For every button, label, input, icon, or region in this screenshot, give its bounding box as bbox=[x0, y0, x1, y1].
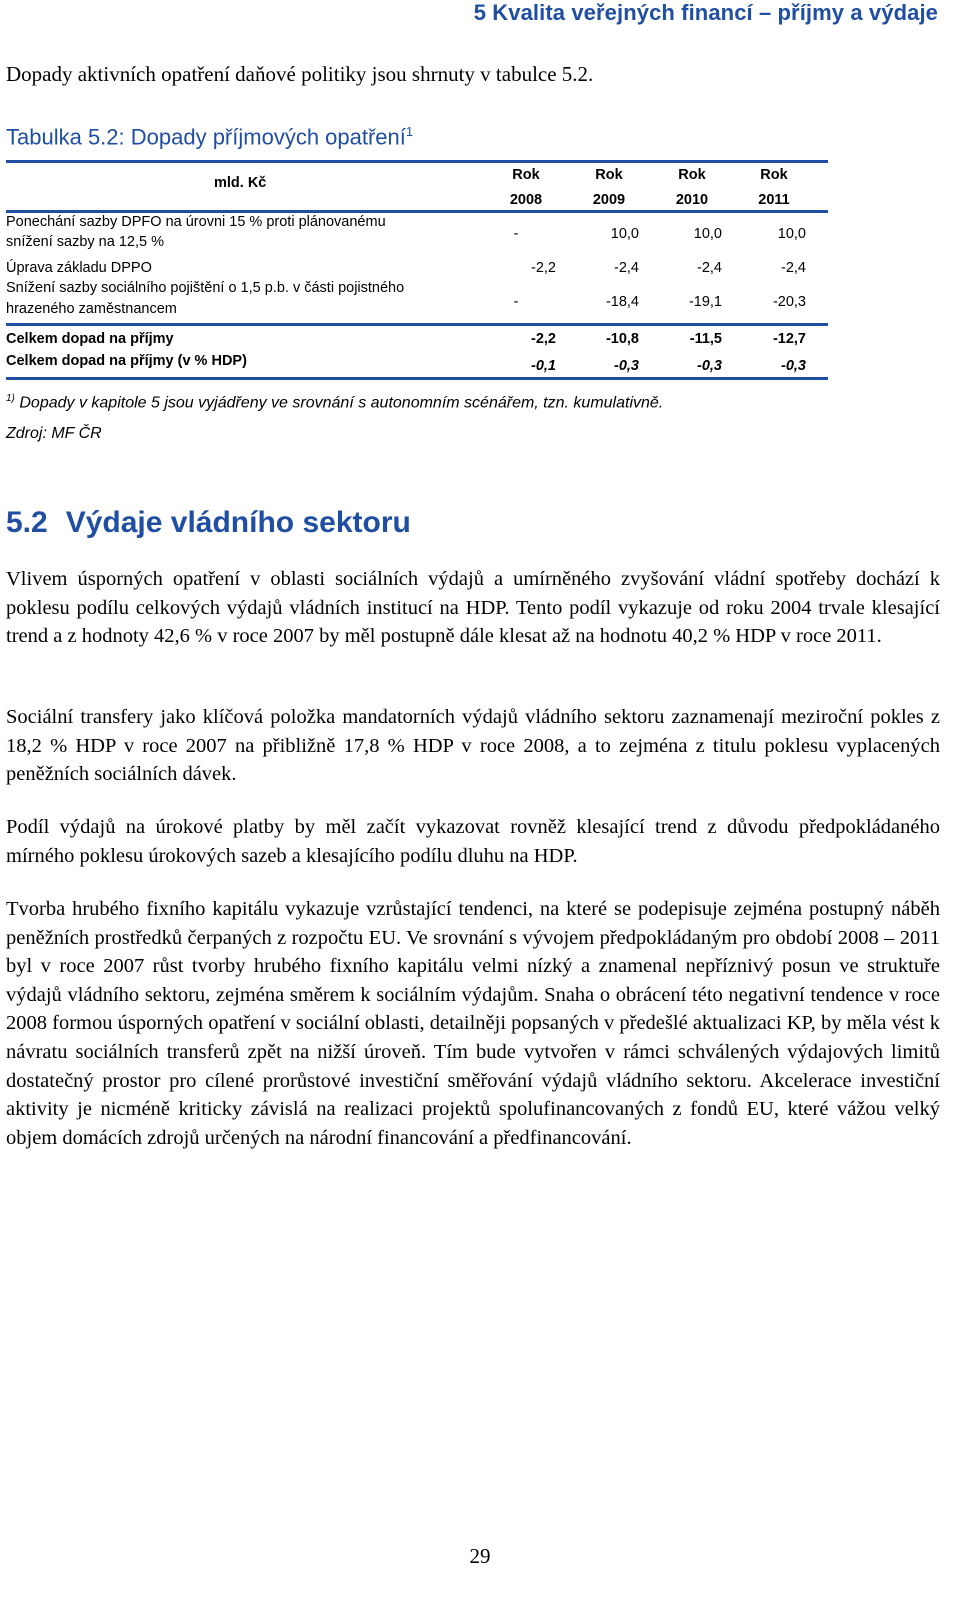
cell-2009: -0,3 bbox=[614, 358, 639, 374]
cell-2008: -2,2 bbox=[531, 260, 556, 276]
col-header-top: Rok bbox=[595, 167, 623, 183]
row-label-line1: Úprava základu DPPO bbox=[6, 260, 152, 276]
footnote-mark: 1) bbox=[6, 393, 15, 404]
cell-2010: -0,3 bbox=[697, 358, 722, 374]
row-label-line2: snížení sazby na 12,5 % bbox=[6, 234, 164, 250]
col-header-year: 2008 bbox=[509, 192, 543, 208]
col-header-2008 bbox=[486, 163, 566, 213]
running-header: 5 Kvalita veřejných financí – příjmy a výdaje bbox=[473, 0, 938, 25]
paragraph: Podíl výdajů na úrokové platby by měl začít vykazovat rovněž klesající trend z důvodu předpokládaného mírného poklesu úrokových sazeb a klesajícího podílu dluhu na HDP. bbox=[6, 816, 940, 867]
col-header-2009 bbox=[569, 163, 649, 213]
col-header-top: Rok bbox=[512, 167, 540, 183]
table-title bbox=[6, 124, 413, 150]
row-label-line1: Celkem dopad na příjmy (v % HDP) bbox=[6, 353, 247, 369]
table-source: Zdroj: MF ČR bbox=[6, 425, 102, 442]
row-label-line1: Celkem dopad na příjmy bbox=[6, 331, 174, 347]
cell-2009: -2,4 bbox=[614, 260, 639, 276]
unit-label: mld. Kč bbox=[214, 175, 267, 191]
footnote-text: Dopady v kapitole 5 jsou vyjádřeny ve srovnání s autonomním scénářem, tzn. kumulativně. bbox=[19, 394, 664, 412]
cell-2010: -2,4 bbox=[697, 260, 722, 276]
cell-2010: 10,0 bbox=[693, 226, 722, 242]
cell-2011: -20,3 bbox=[772, 294, 806, 310]
row-label-line1: Snížení sazby sociálního pojištění o 1,5 p.b. v části pojistného bbox=[6, 280, 405, 296]
col-header-year: 2009 bbox=[592, 192, 626, 208]
section-title: Výdaje vládního sektoru bbox=[65, 506, 411, 539]
cell-2010: -19,1 bbox=[688, 294, 722, 310]
table-title-text: Tabulka 5.2: Dopady příjmových opatření bbox=[6, 124, 406, 150]
section-number: 5.2 bbox=[6, 506, 48, 539]
col-header-2011 bbox=[734, 163, 814, 213]
cell-2009: -10,8 bbox=[605, 331, 639, 347]
cell-2011: -2,4 bbox=[781, 260, 806, 276]
table-totals-rule bbox=[6, 323, 828, 326]
paragraph: Vlivem úsporných opatření v oblasti sociálních výdajů a umírněného zvyšování vládní spotřeby dochází k poklesu podílu celkových výdajů vládních institucí na HDP. Tento podíl vykazuje od roku 2004 trvale klesající trend a z hodnoty 42,6 % v roce 2007 by měl postupně dále klesat až na hodnotu 40,2 % HDP v roce 2011. bbox=[6, 568, 940, 648]
paragraph: Sociální transfery jako klíčová položka mandatorních výdajů vládního sektoru zaznamenají meziroční pokles z 18,2 % HDP v roce 2007 na přibližně 17,8 % HDP v roce 2008, a to zejména z titulu poklesu vyplacených peněžních sociálních dávek. bbox=[6, 706, 940, 786]
cell-2008: - bbox=[513, 294, 519, 310]
cell-2011: -12,7 bbox=[772, 331, 806, 347]
cell-2010: -11,5 bbox=[689, 331, 722, 347]
row-label-line1: Ponechání sazby DPFO na úrovni 15 % proti plánovanému bbox=[6, 214, 386, 230]
cell-2008: - bbox=[513, 226, 519, 242]
cell-2008: -0,1 bbox=[531, 358, 556, 374]
table-bottom-rule bbox=[6, 377, 828, 380]
col-header-top: Rok bbox=[678, 167, 706, 183]
col-header-year: 2011 bbox=[758, 192, 790, 208]
cell-2008: -2,2 bbox=[531, 331, 556, 347]
cell-2011: 10,0 bbox=[777, 226, 806, 242]
col-header-2010 bbox=[652, 163, 732, 213]
cell-2011: -0,3 bbox=[781, 358, 806, 374]
table-header-rule bbox=[6, 210, 828, 213]
table-footnote bbox=[6, 393, 663, 412]
table-title-footnote-mark: 1 bbox=[405, 124, 414, 139]
cell-2009: -18,4 bbox=[605, 294, 639, 310]
section-heading bbox=[6, 506, 411, 540]
intro-sentence: Dopady aktivních opatření daňové politiky jsou shrnuty v tabulce 5.2. bbox=[6, 62, 594, 86]
col-header-year: 2010 bbox=[675, 192, 709, 208]
paragraph: Tvorba hrubého fixního kapitálu vykazuje vzrůstající tendenci, na které se podepisuje zejména postupný náběh peněžních prostředků čerpaných z rozpočtu EU. Ve srovnání s vývojem předpokládaným pro období 2008 – 2011 byl v roce 2007 růst tvorby hrubého fixního kapitálu velmi nízký a znamenal nepříznivý posun ve struktuře výdajů vládního sektoru, zejména směrem k sociálním výdajům. Snaha o obrácení této negativní tendence v roce 2008 formou úsporných opatření v sociální oblasti, detailněji popsaných v předešlé aktualizaci KP, by měla vést k návratu sociálních transferů zpět na nižší úroveň. Tím bude vytvořen v rámci schválených výdajových limitů dostatečný prostor pro cílené prorůstové investiční směřování výdajů vládního sektoru. Akcelerace investiční aktivity je nicméně kriticky závislá na realizaci projektů spolufinancovaných z fondů EU, které vážou velký objem domácích zdrojů určených na národní financování a předfinancování. bbox=[6, 898, 940, 1149]
row-label-line2: hrazeného zaměstnancem bbox=[6, 301, 177, 317]
col-header-top: Rok bbox=[760, 167, 788, 183]
page-number: 29 bbox=[469, 1544, 491, 1568]
cell-2009: 10,0 bbox=[610, 226, 639, 242]
